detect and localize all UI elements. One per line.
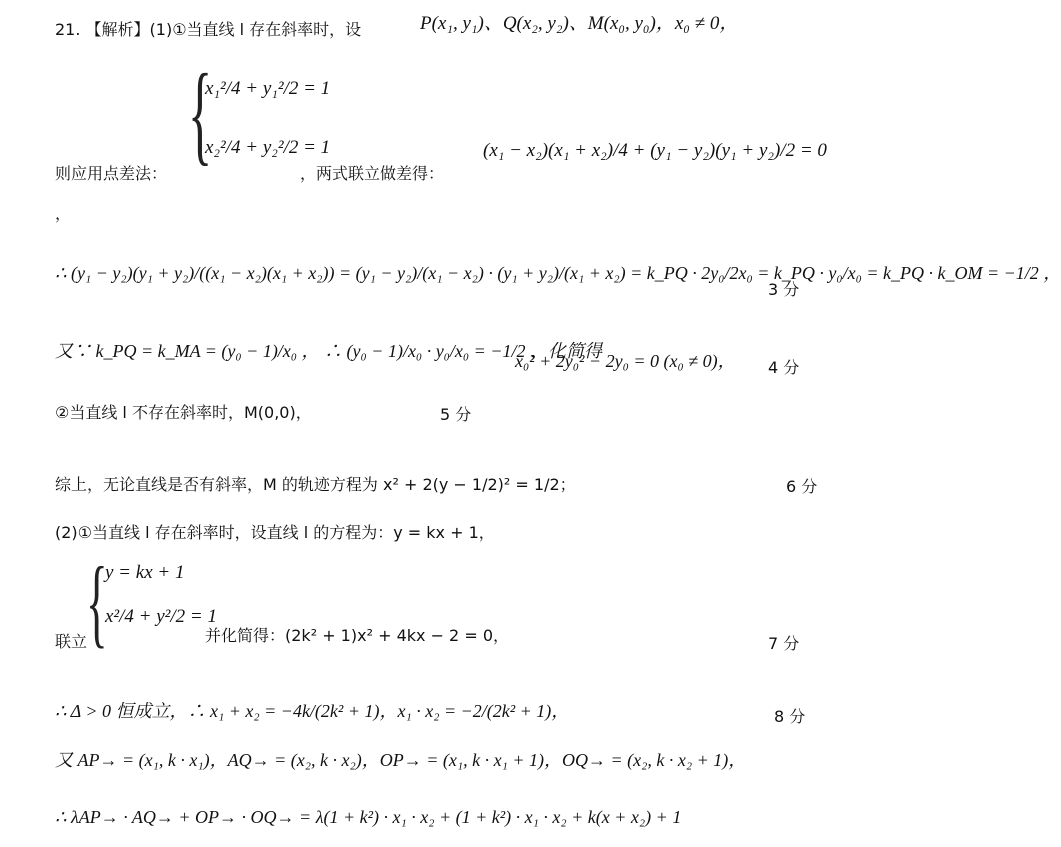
- part2-line-equation: (2)①当直线 l 存在斜率时，设直线 l 的方程为：y = kx + 1，: [55, 523, 495, 542]
- subtract-label: ，两式联立做差得：: [300, 164, 445, 183]
- ellipse-eq: x²/4 + y²/2 = 1: [105, 606, 217, 627]
- system-brace: {: [188, 52, 213, 176]
- no-slope-case: ②当直线 l 不存在斜率时，M(0,0)，: [55, 403, 312, 422]
- ellipse-eq-p: x₁²/4 + y₁²/2 = 1: [205, 78, 331, 99]
- ellipse-eq-q: x₂²/4 + y₂²/2 = 1: [205, 137, 331, 158]
- comma: ，: [55, 204, 72, 223]
- line-eq: y = kx + 1: [105, 562, 185, 583]
- score-mark-7: 7 分: [768, 634, 800, 653]
- point-difference-label: 则应用点差法：: [55, 164, 168, 183]
- locus-simplified: x₀² + 2y₀² − 2y₀ = 0 (x₀ ≠ 0)，: [515, 351, 736, 371]
- score-mark-5: 5 分: [440, 405, 472, 424]
- score-mark-3: 3 分: [768, 280, 800, 299]
- vieta-relations: ∴ Δ > 0 恒成立，∴ x₁ + x₂ = −4k/(2k² + 1)，x₁ · x₂ = −2/(2k² + 1)，: [55, 701, 570, 721]
- system-brace-2: {: [86, 546, 108, 657]
- quadratic-equation: 并化简得：(2k² + 1)x² + 4kx − 2 = 0，: [205, 626, 509, 645]
- score-mark-8: 8 分: [774, 707, 806, 726]
- dot-product-expression: ∴ λAP→ · AQ→ + OP→ · OQ→ = λ(1 + k²) · x₁ · x₂ + (1 + k²) · x₁ · x₂ + k(x + x₂) + 1: [55, 807, 682, 827]
- score-mark-4: 4 分: [768, 358, 800, 377]
- slope-product-derivation: ∴ (y₁ − y₂)(y₁ + y₂)/((x₁ − x₂)(x₁ + x₂)) = (y₁ − y₂)/(x₁ − x₂) · (y₁ + y₂)/(x₁ + x₂) = k_PQ · 2y₀/2x₀ = k_PQ · y₀/x₀ = k_PQ · k_OM = −1/2 ，: [55, 263, 1061, 283]
- combine-label: 联立: [55, 632, 88, 651]
- collinear-condition: 又∵ k_PQ = k_MA = (y₀ − 1)/x₀ ， ∴ (y₀ − 1)/x₀ · y₀/x₀ = −1/2 ，化简得: [55, 341, 602, 361]
- solution-intro: 21. 【解析】(1)①当直线 l 存在斜率时，设: [55, 20, 362, 39]
- vector-definitions: 又 AP→ = (x₁, k · x₁)，AQ→ = (x₂, k · x₂)，OP→ = (x₁, k · x₁ + 1)，OQ→ = (x₂, k · x₂ + 1)，: [55, 750, 747, 770]
- score-mark-6: 6 分: [786, 477, 818, 496]
- locus-conclusion: 综上，无论直线是否有斜率，M 的轨迹方程为 x² + 2(y − 1/2)² = 1/2；: [55, 475, 576, 494]
- difference-equation: (x₁ − x₂)(x₁ + x₂)/4 + (y₁ − y₂)(y₁ + y₂)/2 = 0: [483, 140, 827, 161]
- points-definition: P(x₁, y₁)、Q(x₂, y₂)、M(x₀, y₀)，x₀ ≠ 0，: [420, 13, 739, 34]
